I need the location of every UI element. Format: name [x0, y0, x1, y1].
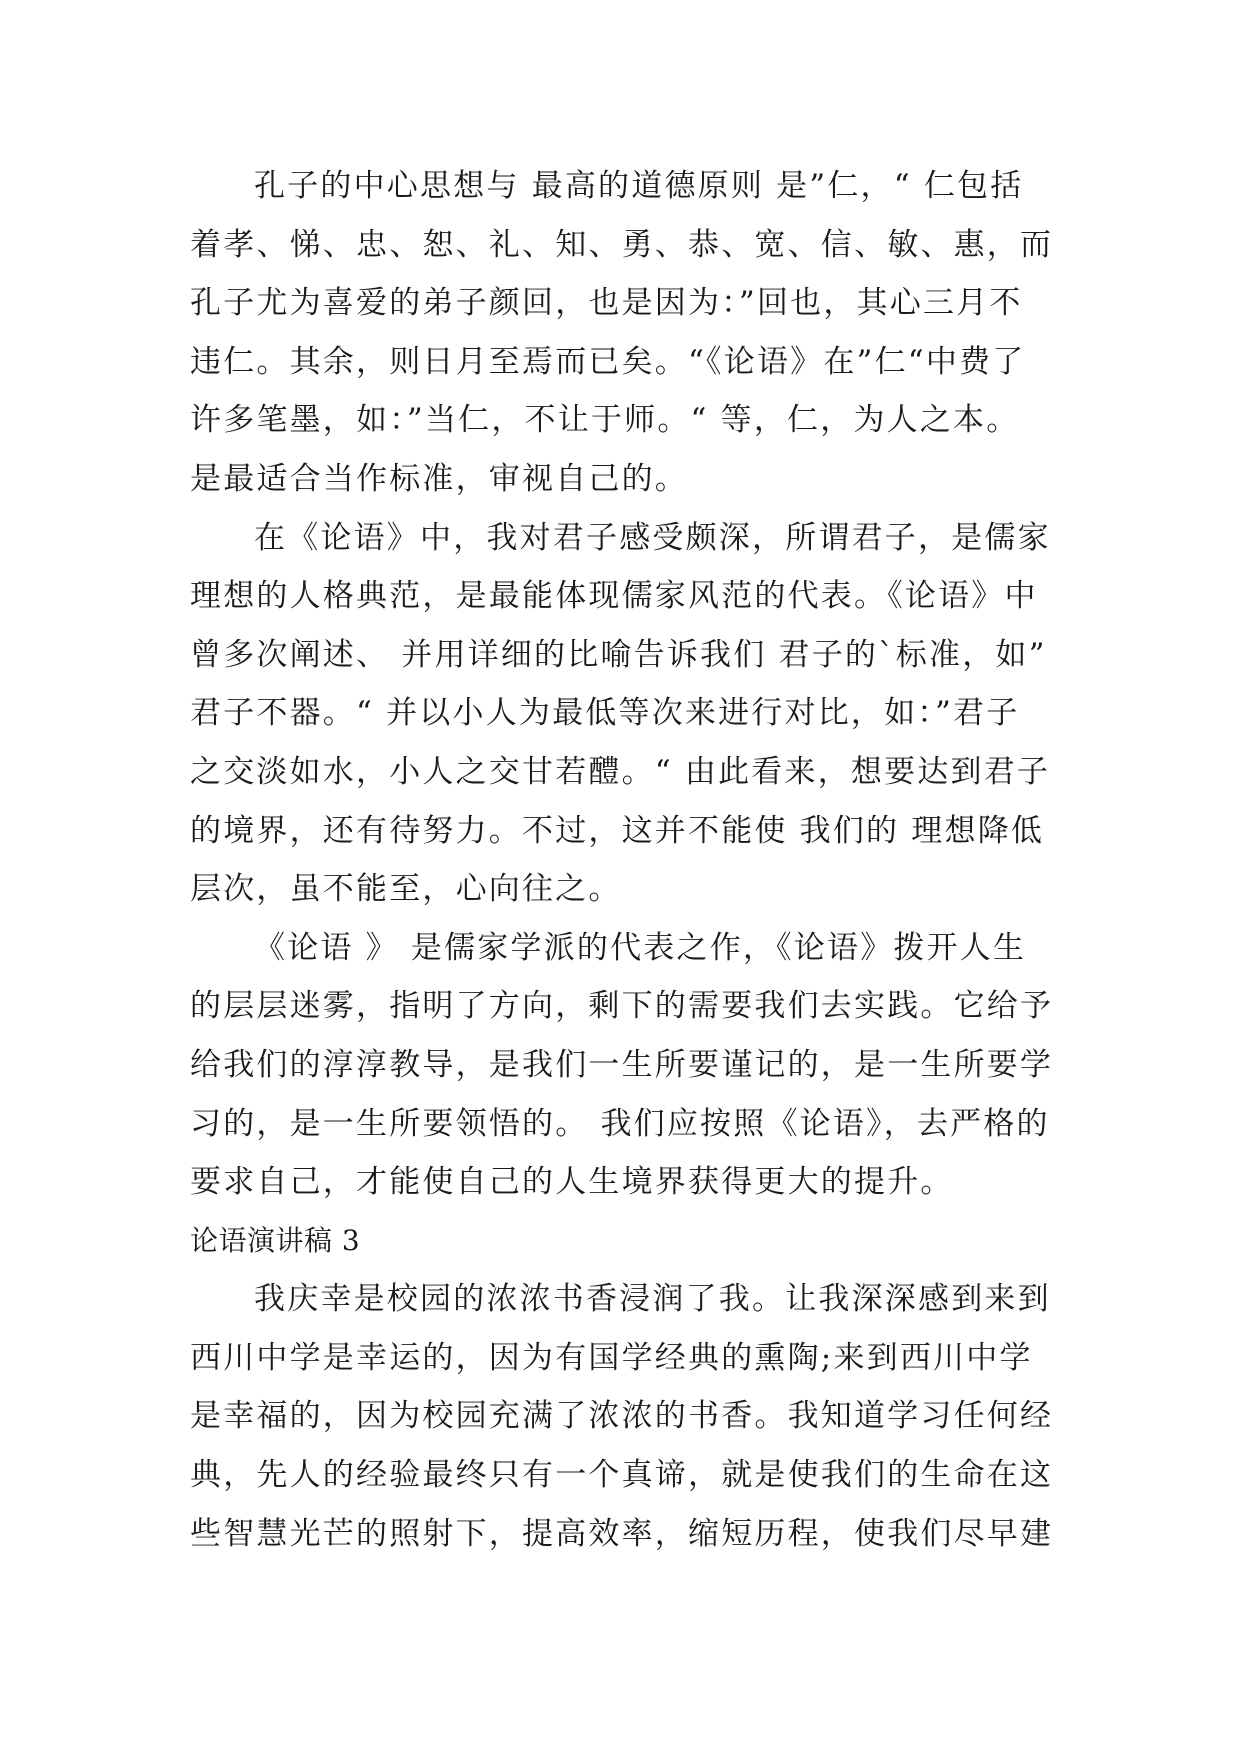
text-line: 《论语 》 是儒家学派的代表之作，《论语》拨开人生 [254, 929, 1027, 966]
text-line: 的境界，还有待努力。不过，这并不能使 我们的 理想降低 [190, 812, 1045, 849]
text-line: 是幸福的，因为校园充满了浓浓的书香。我知道学习任何经 [190, 1398, 1054, 1435]
text-line: 君子不器。“ 并以小人为最低等次来进行对比，如：”君子 [190, 695, 1020, 732]
text-line: 孔子的中心思想与 最高的道德原则 是”仁，“ 仁包括 [254, 168, 1024, 204]
text-line: 要求自己，才能使自己的人生境界获得更大的提升。 [190, 1164, 954, 1201]
text-line: 曾多次阐述、 并用详细的比喻告诉我们 君子的`标准，如” [190, 636, 1047, 673]
text-line: 违仁。其余，则日月至焉而已矣。“《论语》在”仁“中费了 [190, 343, 1026, 380]
text-line: 我庆幸是校园的浓浓书香浸润了我。让我深深感到来到 [254, 1281, 1051, 1318]
text-line: 典，先人的经验最终只有一个真谛，就是使我们的生命在这 [190, 1457, 1054, 1494]
text-line: 西川中学是幸运的，因为有国学经典的熏陶;来到西川中学 [190, 1339, 1033, 1376]
text-line: 理想的人格典范，是最能体现儒家风范的代表。《论语》中 [190, 578, 1038, 615]
text-line: 在《论语》中，我对君子感受颇深，所谓君子，是儒家 [254, 519, 1051, 556]
text-line: 许多笔墨，如：”当仁，不让于师。“ 等，仁，为人之本。 [190, 402, 1020, 439]
text-line: 给我们的淳淳教导，是我们一生所要谨记的，是一生所要学 [190, 1046, 1054, 1083]
text-line: 习的，是一生所要领悟的。 我们应按照《论语》，去严格的 [190, 1105, 1050, 1142]
text-line: 是最适合当作标准，审视自己的。 [190, 460, 688, 497]
text-line: 着孝、悌、忠、恕、礼、知、勇、恭、宽、信、敏、惠，而 [190, 226, 1054, 263]
section-heading: 论语演讲稿 3 [190, 1223, 361, 1257]
text-line: 孔子尤为喜爱的弟子颜回，也是因为：”回也，其心三月不 [190, 285, 1023, 322]
text-line: 层次，虽不能至，心向往之。 [190, 871, 622, 908]
document-body [190, 157, 1060, 1563]
text-line: 之交淡如水，小人之交甘若醴。“ 由此看来，想要达到君子 [190, 753, 1051, 790]
text-line: 的层层迷雾，指明了方向，剩下的需要我们去实践。它给予 [190, 988, 1054, 1025]
text-line: 些智慧光芒的照射下，提高效率，缩短历程，使我们尽早建 [190, 1515, 1054, 1552]
